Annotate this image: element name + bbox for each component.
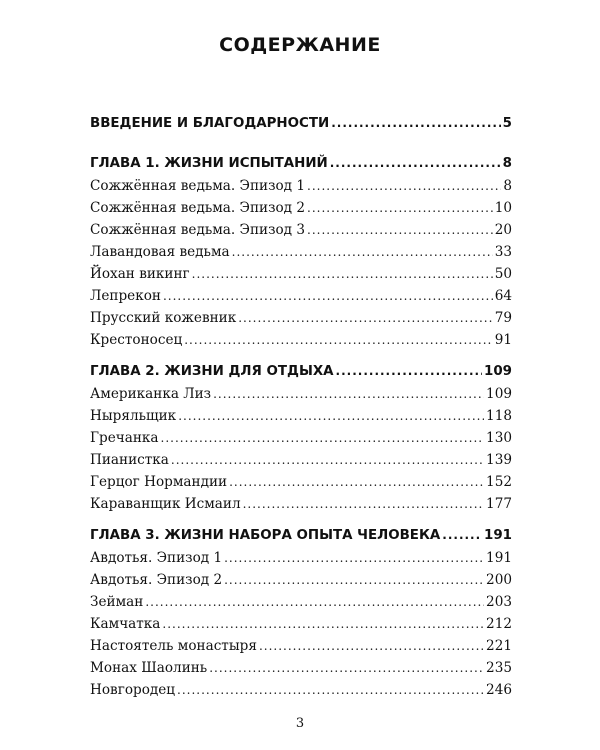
toc-entry-row[interactable] xyxy=(90,244,512,266)
toc-entry-page: 235 xyxy=(486,660,512,676)
toc-entry-label: Монах Шаолинь xyxy=(90,660,208,676)
toc-entry-label: Настоятель монастыря xyxy=(90,638,257,654)
toc-entry-row[interactable] xyxy=(90,682,512,704)
toc-entry-row[interactable] xyxy=(90,178,512,200)
leader-dots xyxy=(184,333,492,347)
toc-entry-page: 33 xyxy=(494,244,512,260)
toc-entry-row[interactable] xyxy=(90,594,512,616)
toc-entry-row[interactable] xyxy=(90,616,512,638)
toc-entry-label: Прусский кожевник xyxy=(90,310,237,326)
toc-entry-label: Авдотья. Эпизод 2 xyxy=(90,572,223,588)
toc-intro xyxy=(90,116,512,138)
toc-heading-row[interactable] xyxy=(90,116,512,138)
toc-entry-label: Сожжённая ведьма. Эпизод 1 xyxy=(90,178,306,194)
toc-entry-row[interactable] xyxy=(90,572,512,594)
leader-dots xyxy=(224,573,484,587)
toc-entry-page: 221 xyxy=(486,638,512,654)
toc-entry-page: 130 xyxy=(486,430,512,446)
toc-entry-row[interactable] xyxy=(90,332,512,354)
toc-entry-page: 200 xyxy=(486,572,512,588)
toc-heading-page: 191 xyxy=(484,528,512,543)
toc-entry-page: 139 xyxy=(486,452,512,468)
toc-entry-row[interactable] xyxy=(90,496,512,518)
toc-entry-row[interactable] xyxy=(90,638,512,660)
leader-dots xyxy=(163,289,493,303)
toc-entry-row[interactable] xyxy=(90,550,512,572)
toc-heading-row[interactable] xyxy=(90,156,512,178)
leader-dots xyxy=(209,661,484,675)
leader-dots xyxy=(259,639,484,653)
toc-entry-row[interactable] xyxy=(90,310,512,332)
page-title: СОДЕРЖАНИЕ xyxy=(219,34,381,56)
toc-entry-row[interactable] xyxy=(90,408,512,430)
toc-entry-page: 118 xyxy=(486,408,512,424)
toc-heading-label: ВВЕДЕНИЕ И БЛАГОДАРНОСТИ xyxy=(90,116,330,131)
toc-entry-label: Американка Лиз xyxy=(90,386,212,402)
leader-dots xyxy=(177,683,484,697)
toc-entry-row[interactable] xyxy=(90,452,512,474)
toc-entry-label: Герцог Нормандии xyxy=(90,474,228,490)
toc-entry-page: 10 xyxy=(494,200,512,216)
toc-entry-row[interactable] xyxy=(90,474,512,496)
toc-entry-label: Лавандовая ведьма xyxy=(90,244,230,260)
toc-entry-page: 20 xyxy=(494,222,512,238)
page-number: 3 xyxy=(295,716,305,731)
leader-dots xyxy=(161,431,485,445)
toc-entry-row[interactable] xyxy=(90,386,512,408)
toc-entry-page: 109 xyxy=(486,386,512,402)
toc-entry-row[interactable] xyxy=(90,288,512,310)
leader-dots xyxy=(232,245,493,259)
toc-entry-label: Камчатка xyxy=(90,616,161,632)
leader-dots xyxy=(330,156,501,170)
leader-dots xyxy=(162,617,484,631)
toc-entry-label: Сожжённая ведьма. Эпизод 2 xyxy=(90,200,306,216)
toc-entry-page: 212 xyxy=(486,616,512,632)
toc-entry-label: Зейман xyxy=(90,594,144,610)
toc-entry-label: Авдотья. Эпизод 1 xyxy=(90,550,223,566)
toc-entry-page: 79 xyxy=(494,310,512,326)
leader-dots xyxy=(224,551,484,565)
toc-entry-label: Гречанка xyxy=(90,430,159,446)
leader-dots xyxy=(243,497,484,511)
toc-entry-row[interactable] xyxy=(90,266,512,288)
leader-dots xyxy=(331,116,500,130)
toc-chapter-2 xyxy=(90,364,512,518)
toc-entry-label: Караванщик Исмаил xyxy=(90,496,241,512)
toc-entry-label: Сожжённая ведьма. Эпизод 3 xyxy=(90,222,306,238)
toc-entry-page: 203 xyxy=(486,594,512,610)
toc-entry-label: Пианистка xyxy=(90,452,169,468)
toc-chapter-1 xyxy=(90,156,512,354)
toc-entry-page: 152 xyxy=(486,474,512,490)
toc-entry-page: 177 xyxy=(486,496,512,512)
toc-entry-row[interactable] xyxy=(90,200,512,222)
toc-chapter-3 xyxy=(90,528,512,704)
leader-dots xyxy=(238,311,492,325)
toc-entry-page: 191 xyxy=(486,550,512,566)
toc-entry-page: 64 xyxy=(494,288,512,304)
toc-entry-page: 91 xyxy=(494,332,512,348)
leader-dots xyxy=(213,387,484,401)
toc-entry-label: Лепрекон xyxy=(90,288,161,304)
toc-heading-row[interactable] xyxy=(90,364,512,386)
leader-dots xyxy=(442,528,482,542)
toc-entry-row[interactable] xyxy=(90,430,512,452)
toc-entry-label: Ныряльщик xyxy=(90,408,177,424)
toc-entry-label: Крестоносец xyxy=(90,332,183,348)
leader-dots xyxy=(178,409,484,423)
toc-entry-row[interactable] xyxy=(90,660,512,682)
leader-dots xyxy=(171,453,484,467)
toc-entry-label: Йохан викинг xyxy=(90,266,190,282)
leader-dots xyxy=(307,201,493,215)
leader-dots xyxy=(307,179,501,193)
toc-entry-page: 246 xyxy=(486,682,512,698)
toc-entry-label: Новгородец xyxy=(90,682,176,698)
toc-heading-page: 5 xyxy=(502,116,512,131)
toc-heading-page: 109 xyxy=(484,364,512,379)
leader-dots xyxy=(145,595,484,609)
toc-entry-page: 50 xyxy=(494,266,512,282)
toc-entry-page: 8 xyxy=(503,178,512,194)
leader-dots xyxy=(307,223,493,237)
leader-dots xyxy=(336,364,483,378)
toc-heading-label: ГЛАВА 1. ЖИЗНИ ИСПЫТАНИЙ xyxy=(90,156,328,171)
leader-dots xyxy=(192,267,493,281)
toc-heading-label: ГЛАВА 3. ЖИЗНИ НАБОРА ОПЫТА ЧЕЛОВЕКА xyxy=(90,528,441,543)
leader-dots xyxy=(229,475,484,489)
toc-heading-label: ГЛАВА 2. ЖИЗНИ ДЛЯ ОТДЫХА xyxy=(90,364,334,379)
toc-entry-row[interactable] xyxy=(90,222,512,244)
toc-heading-page: 8 xyxy=(502,156,512,171)
toc-heading-row[interactable] xyxy=(90,528,512,550)
